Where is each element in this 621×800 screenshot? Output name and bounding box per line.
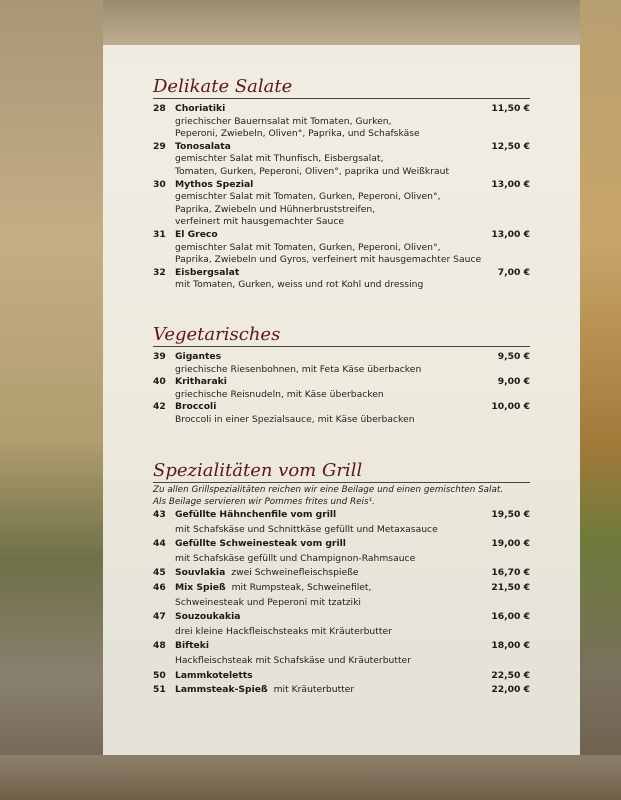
note-line: Als Beilage servieren wir Pommes frites und Reis¹. [153,497,375,507]
item-price: 12,50 € [491,140,530,152]
item-name: Broccoli [175,401,217,413]
item-number: 47 [153,611,166,623]
section-title: Spezialitäten vom Grill [153,460,530,483]
item-price: 16,70 € [491,567,530,579]
item-price: 13,00 € [491,228,530,240]
item-inline-desc: mit Kräuterbutter [273,684,355,696]
item-name: El Greco [175,228,218,240]
menu-item [153,141,530,154]
item-description: drei kleine Hackfleischsteaks mit Kräuterbutter [175,625,392,637]
section-grill [153,460,530,698]
section-items [153,103,530,292]
item-number: 30 [153,178,166,190]
menu-item [153,537,530,552]
item-price: 22,00 € [491,684,530,696]
item-name: Mix Spieß [175,581,226,593]
item-number: 29 [153,140,166,152]
item-name: Souvlakia [175,567,226,579]
item-inline-desc: mit Rumpsteak, Schweinefilet, [231,581,372,593]
item-price: 19,00 € [491,538,530,550]
menu-item [153,610,530,625]
background-image-bottom [0,755,621,800]
item-number: 28 [153,103,166,114]
item-description: gemischter Salat mit Thunfisch, Eisbergsalat, [175,153,384,165]
item-number: 31 [153,228,166,240]
menu-item [153,401,530,414]
menu-item [153,508,530,523]
item-number: 39 [153,351,166,362]
menu-item [153,683,530,698]
item-name: Lammkoteletts [175,669,253,681]
menu-item [153,179,530,192]
item-description: Paprika, Zwiebeln und Hühnerbruststreifen, [175,203,376,215]
menu-item [153,229,530,242]
item-name: Gefüllte Schweinesteak vom grill [175,538,346,550]
menu-item [153,267,530,280]
item-name: Mythos Spezial [175,178,254,190]
item-number: 51 [153,684,166,696]
item-name: Eisbergsalat [175,266,240,278]
item-number: 43 [153,509,166,520]
item-name: Lammsteak-Spieß [175,684,268,696]
item-description: mit Schafskäse und Schnittkäse gefüllt und Metaxasauce [175,523,438,535]
item-description: griechische Riesenbohnen, mit Feta Käse überbacken [175,363,422,375]
item-price: 18,00 € [491,640,530,652]
item-name: Gefüllte Hähnchenfile vom grill [175,509,337,520]
item-number: 40 [153,376,166,388]
item-price: 22,50 € [491,669,530,681]
item-number: 42 [153,401,166,413]
item-description: gemischter Salat mit Tomaten, Gurken, Peperoni, Oliven°, [175,191,441,203]
item-number: 46 [153,581,166,593]
menu-item [153,351,530,364]
item-description: gemischter Salat mit Tomaten, Gurken, Peperoni, Oliven°, [175,241,441,253]
section-title: Vegetarisches [153,324,530,347]
item-name: Bifteki [175,640,210,652]
item-description: mit Tomaten, Gurken, weiss und rot Kohl und dressing [175,279,424,291]
background-image-right [580,0,621,800]
item-number: 32 [153,266,166,278]
item-name: Choriatiki [175,103,226,114]
item-description: Tomaten, Gurken, Peperoni, Oliven°, paprika und Weißkraut [175,165,450,177]
item-price: 21,50 € [491,581,530,593]
section-items [153,351,530,427]
item-price: 11,50 € [491,103,530,114]
item-price: 9,50 € [497,351,530,362]
item-name: Kritharaki [175,376,227,388]
item-description: Schweinesteak und Peperoni mit tzatziki [175,596,361,608]
item-price: 16,00 € [491,611,530,623]
item-price: 13,00 € [491,178,530,190]
item-description: Broccoli in einer Spezialsauce, mit Käse überbacken [175,413,415,425]
section-salate [153,76,530,292]
item-price: 19,50 € [491,509,530,520]
item-inline-desc: zwei Schweinefleischspieße [231,567,359,579]
item-number: 48 [153,640,166,652]
item-number: 50 [153,669,166,681]
item-name: Souzoukakia [175,611,241,623]
menu-item [153,566,530,581]
item-description: Hackfleischsteak mit Schafskäse und Kräuterbutter [175,654,411,666]
item-description: griechischer Bauernsalat mit Tomaten, Gurken, [175,115,392,127]
item-price: 9,00 € [497,376,530,388]
item-number: 45 [153,567,166,579]
item-name: Tonosalata [175,140,231,152]
note-line: Zu allen Grillspezialitäten reichen wir eine Beilage und einen gemischten Salat. [153,485,504,495]
menu-item [153,103,530,116]
menu-item [153,669,530,684]
item-price: 7,00 € [497,266,530,278]
item-number: 44 [153,538,166,550]
section-note [153,484,530,508]
item-price: 10,00 € [491,401,530,413]
item-description: Paprika, Zwiebeln und Gyros, verfeinert mit hausgemachter Sauce [175,254,482,266]
item-description: Peperoni, Zwiebeln, Oliven°, Paprika, und Schafskäse [175,128,420,140]
section-vegetarisches [153,324,530,427]
menu-item [153,639,530,654]
background-image-left [0,0,103,800]
item-name: Gigantes [175,351,222,362]
section-items [153,508,530,698]
item-description: verfeinert mit hausgemachter Sauce [175,216,345,228]
menu-item [153,581,530,596]
section-title: Delikate Salate [153,76,530,99]
item-description: griechische Reisnudeln, mit Käse überbacken [175,388,384,400]
menu-item [153,376,530,389]
item-description: mit Schafskäse gefüllt und Champignon-Rahmsauce [175,552,416,564]
